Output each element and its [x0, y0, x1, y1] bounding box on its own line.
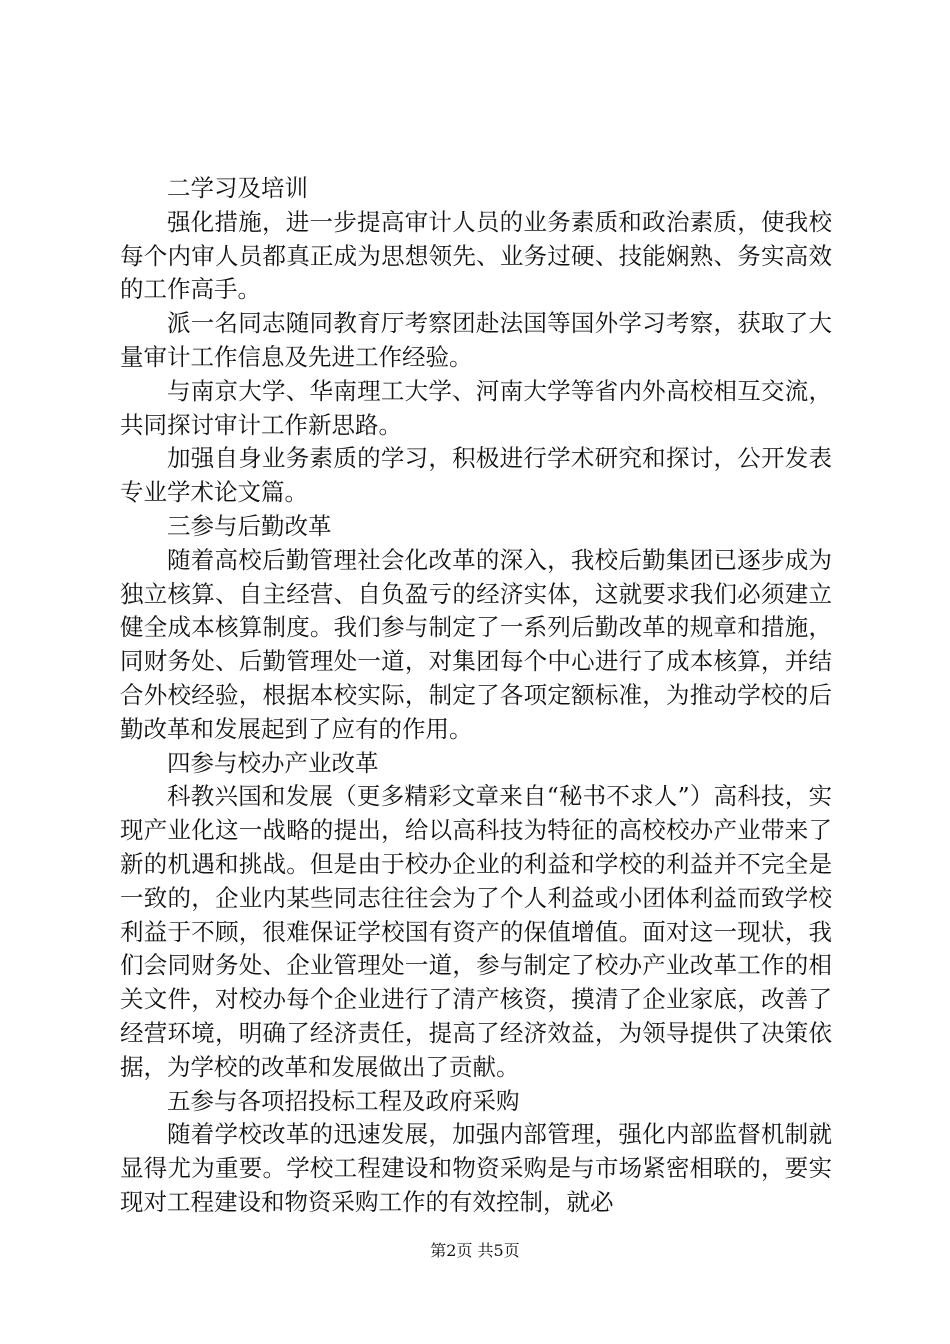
paragraph: 与南京大学、华南理工大学、河南大学等省内外高校相互交流，共同探讨审计工作新思路。 — [120, 376, 832, 439]
paragraph: 随着学校改革的迅速发展，加强内部管理，强化内部监督机制就显得尤为重要。学校工程建设和物资采购是与市场紧密相联的，要实现对工程建设和物资采购工作的有效控制，就必 — [120, 1120, 832, 1216]
paragraph: 科教兴国和发展（更多精彩文章来自“秘书不求人”）高科技，实现产业化这一战略的提出，给以高科技为特征的高校校办产业带来了新的机遇和挑战。但是由于校办企业的利益和学校的利益并不完全是一致的，企业内某些同志往往会为了个人利益或小团体利益而致学校利益于不顾，很难保证学校国有资产的保值增值。面对这一现状，我们会同财务处、企业管理处一道，参与制定了校办产业改革工作的相关文件，对校办每个企业进行了清产核资，摸清了企业家底，改善了经营环境，明确了经济责任，提高了经济效益，为领导提供了决策依据，为学校的改革和发展做出了贡献。 — [120, 782, 832, 1081]
paragraph: 派一名同志随同教育厅考察团赴法国等国外学习考察，获取了大量审计工作信息及先进工作经验。 — [120, 309, 832, 371]
section-heading-study-training: 二学习及培训 — [167, 174, 308, 202]
page-number-footer: 第2页 共5页 — [430, 1241, 520, 1260]
section-heading-bidding-procurement: 五参与各项招投标工程及政府采购 — [167, 1086, 520, 1115]
paragraph: 随着高校后勤管理社会化改革的深入，我校后勤集团已逐步成为独立核算、自主经营、自负盈亏的经济实体，这就要求我们必须建立健全成本核算制度。我们参与制定了一系列后勤改革的规章和措施，同财务处、后勤管理处一道，对集团每个中心进行了成本核算，并结合外校经验，根据本校实际，制定了各项定额标准，为推动学校的后勤改革和发展起到了应有的作用。 — [120, 545, 832, 743]
section-heading-logistics-reform: 三参与后勤改革 — [167, 511, 332, 540]
document-body — [120, 172, 832, 1220]
paragraph: 强化措施，进一步提高审计人员的业务素质和政治素质，使我校每个内审人员都真正成为思想领先、业务过硬、技能娴熟、务实高效的工作高手。 — [120, 207, 832, 304]
paragraph: 加强自身业务素质的学习，积极进行学术研究和探讨，公开发表专业学术论文篇。 — [120, 444, 832, 507]
section-heading-industry-reform: 四参与校办产业改革 — [167, 748, 379, 777]
